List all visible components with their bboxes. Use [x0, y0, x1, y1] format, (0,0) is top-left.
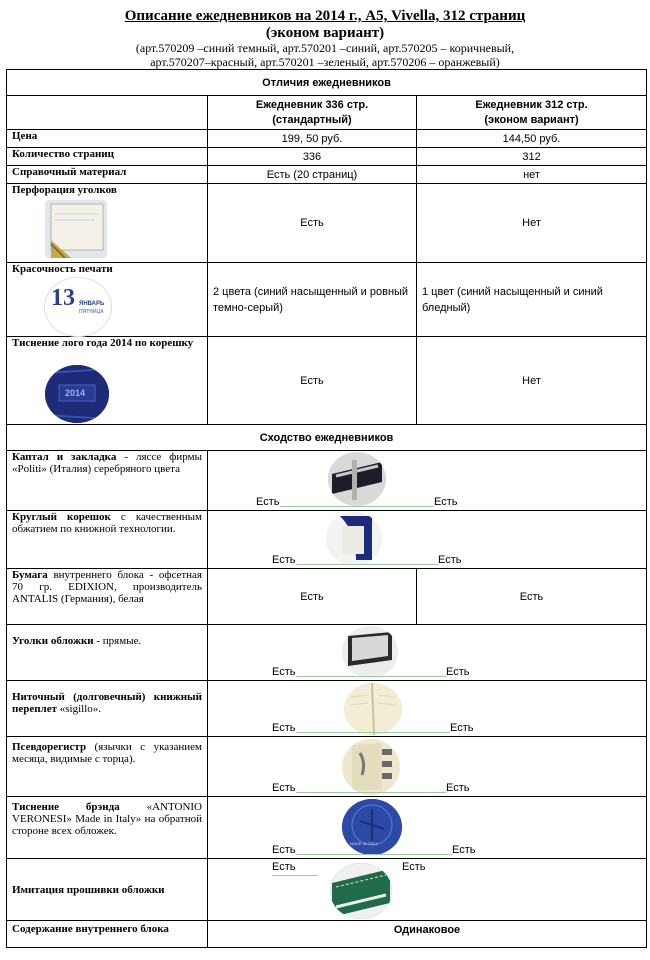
corners-value-cell	[208, 625, 647, 681]
sample-month: ЯНВАРЬ	[79, 301, 105, 307]
price-economy: 144,50 руб.	[417, 130, 647, 148]
pages-economy: 312	[417, 148, 647, 166]
table-row	[7, 681, 647, 737]
brand-left: Есть	[272, 844, 296, 856]
spine-right: Есть	[438, 554, 462, 566]
row-label-color: Красочность печати	[12, 263, 113, 275]
table-row	[7, 337, 647, 425]
table-row	[7, 797, 647, 859]
brand-underline	[296, 854, 452, 855]
corners-label-rest: - прямые.	[93, 635, 142, 647]
row-label-perforation-cell	[7, 184, 208, 263]
row-label-spine-logo: Тиснение лого года 2014 по корешку	[12, 337, 194, 349]
color-economy: 1 цвет (синий насыщенный и синий бледный)	[417, 263, 647, 337]
register-right: Есть	[446, 782, 470, 794]
spine-year-text: 2014	[65, 388, 86, 398]
register-underline	[296, 792, 446, 793]
spine-logo-standard: Есть	[208, 337, 417, 425]
row-label-corners	[7, 625, 208, 681]
table-row	[7, 184, 647, 263]
brand-value-cell	[208, 797, 647, 859]
paper-label-rest: внутреннего блока - офсетная 70 гр. EDIXION, производитель ANTALIS (Германия), белая	[12, 569, 202, 605]
spine-left: Есть	[272, 554, 296, 566]
corners-left: Есть	[272, 666, 296, 678]
table-row	[7, 921, 647, 948]
binding-label-bold: Ниточный (долговечный) книжный переплет	[12, 691, 202, 715]
spine-underline	[296, 564, 438, 565]
register-label-rest: (язычки с указанием месяца, видимые с торца).	[12, 741, 202, 765]
subtitle-line-2: арт.570207–красный, арт.570201 –зеленый, арт.570206 – оранжевый)	[150, 55, 500, 69]
color-standard: 2 цвета (синий насыщенный и ровный темно-серый)	[208, 263, 417, 337]
table-row	[7, 511, 647, 569]
corners-label-bold: Уголки обложки	[12, 635, 94, 647]
headband-label-bold: Каптал и закладка	[12, 451, 117, 463]
table-row	[7, 569, 647, 625]
binding-right: Есть	[450, 722, 474, 734]
row-label-reference: Справочный материал	[7, 166, 208, 184]
brand-logo-text: MADE IN ITALY	[350, 841, 379, 846]
headband-value-cell	[208, 451, 647, 511]
spine-label-bold: Круглый корешок	[12, 511, 111, 523]
corners-underline	[296, 676, 446, 677]
round-spine-photo	[326, 512, 382, 566]
differences-title: Отличия ежедневников	[7, 70, 647, 96]
price-standard: 199, 50 руб.	[208, 130, 417, 148]
row-label-perforation: Перфорация уголков	[12, 184, 117, 196]
corners-right: Есть	[446, 666, 470, 678]
stitch-value-cell	[208, 859, 647, 921]
pseudo-register-photo	[342, 739, 400, 795]
spine-label-rest: с качественным обжатием по книжной технологии.	[12, 511, 202, 535]
row-label-price: Цена	[7, 130, 208, 148]
document-title	[0, 8, 650, 42]
col-economy-line-1: Ежедневник 312 стр.	[475, 98, 588, 111]
table-row	[7, 148, 647, 166]
table-row	[7, 263, 647, 337]
col-standard-header	[208, 96, 417, 130]
row-label-stitch	[7, 859, 208, 921]
binding-left: Есть	[272, 722, 296, 734]
col-economy-line-2: (эконом вариант)	[484, 113, 579, 126]
binding-underline	[296, 732, 450, 733]
brand-right: Есть	[452, 844, 476, 856]
reference-standard: Есть (20 страниц)	[208, 166, 417, 184]
headband-label-rest: - ляссе фирмы «Politi» (Италия) серебряного цвета	[12, 451, 202, 475]
row-label-content	[7, 921, 208, 948]
row-label-spine-logo-cell	[7, 337, 208, 425]
col-standard-line-1: Ежедневник 336 стр.	[255, 98, 369, 111]
register-label-bold: Псевдорегистр	[12, 741, 87, 753]
brand-emboss-logo	[342, 799, 402, 855]
title-line-2: (эконом вариант)	[265, 25, 385, 41]
headband-underline	[280, 506, 434, 507]
column-header-row	[7, 96, 647, 130]
spine-2014-photo	[45, 365, 109, 423]
content-value: Одинаковое	[208, 921, 647, 948]
table-row	[7, 451, 647, 511]
table-row	[7, 166, 647, 184]
paper-standard: Есть	[208, 569, 417, 625]
col-standard-line-2: (стандартный)	[272, 113, 352, 126]
col-economy-header	[417, 96, 647, 130]
subtitle-line-1: (арт.570209 –синий темный, арт.570201 –синий, арт.570205 – коричневый,	[135, 41, 515, 55]
stitch-label-bold: Имитация прошивки обложки	[12, 883, 165, 896]
sample-weekday: ПЯТНИЦА	[79, 309, 104, 315]
brand-label-bold: Тиснение брэнда	[12, 801, 120, 813]
paper-label-bold: Бумага	[12, 569, 48, 581]
differences-header-row	[7, 70, 647, 96]
headband-left: Есть	[256, 496, 280, 508]
headband-photo	[328, 452, 386, 506]
similarities-title: Сходство ежедневников	[7, 425, 647, 451]
comparison-table	[6, 69, 647, 948]
register-value-cell	[208, 737, 647, 797]
binding-label-rest: «sigillo».	[57, 703, 102, 715]
similarities-header-row	[7, 425, 647, 451]
table-row	[7, 737, 647, 797]
paper-economy: Есть	[417, 569, 647, 625]
register-left: Есть	[272, 782, 296, 794]
cover-stitch-photo	[330, 863, 392, 919]
date-print-sample	[44, 277, 112, 337]
spine-value-cell	[208, 511, 647, 569]
empty-header-cell	[7, 96, 208, 130]
row-label-register	[7, 737, 208, 797]
table-row	[7, 130, 647, 148]
stitch-left: Есть	[272, 861, 296, 873]
thread-binding-photo	[344, 683, 402, 735]
brand-label-rest: «ANTONIO VERONESI» Made in Italy» на обратной стороне всех обложек.	[12, 801, 202, 837]
row-label-headband	[7, 451, 208, 511]
headband-right: Есть	[434, 496, 458, 508]
perforation-standard: Есть	[208, 184, 417, 263]
table-row	[7, 859, 647, 921]
stitch-right: Есть	[402, 861, 426, 873]
row-label-binding	[7, 681, 208, 737]
pages-standard: 336	[208, 148, 417, 166]
cover-corner-photo	[342, 626, 398, 678]
row-label-spine	[7, 511, 208, 569]
title-line-1: Описание ежедневников на 2014 г., А5, Vivella, 312 страниц	[124, 8, 526, 24]
row-label-paper	[7, 569, 208, 625]
binding-value-cell	[208, 681, 647, 737]
stitch-underline-left	[272, 875, 318, 876]
spine-logo-economy: Нет	[417, 337, 647, 425]
row-label-color-cell	[7, 263, 208, 337]
sample-day-number: 13	[51, 285, 75, 311]
reference-economy: нет	[417, 166, 647, 184]
perforated-corner-photo	[45, 200, 107, 258]
table-row	[7, 625, 647, 681]
perforation-economy: Нет	[417, 184, 647, 263]
row-label-pages: Количество страниц	[7, 148, 208, 166]
document-subtitle	[0, 41, 650, 69]
row-label-brand	[7, 797, 208, 859]
content-label-bold: Содержание внутреннего блока	[12, 923, 169, 935]
